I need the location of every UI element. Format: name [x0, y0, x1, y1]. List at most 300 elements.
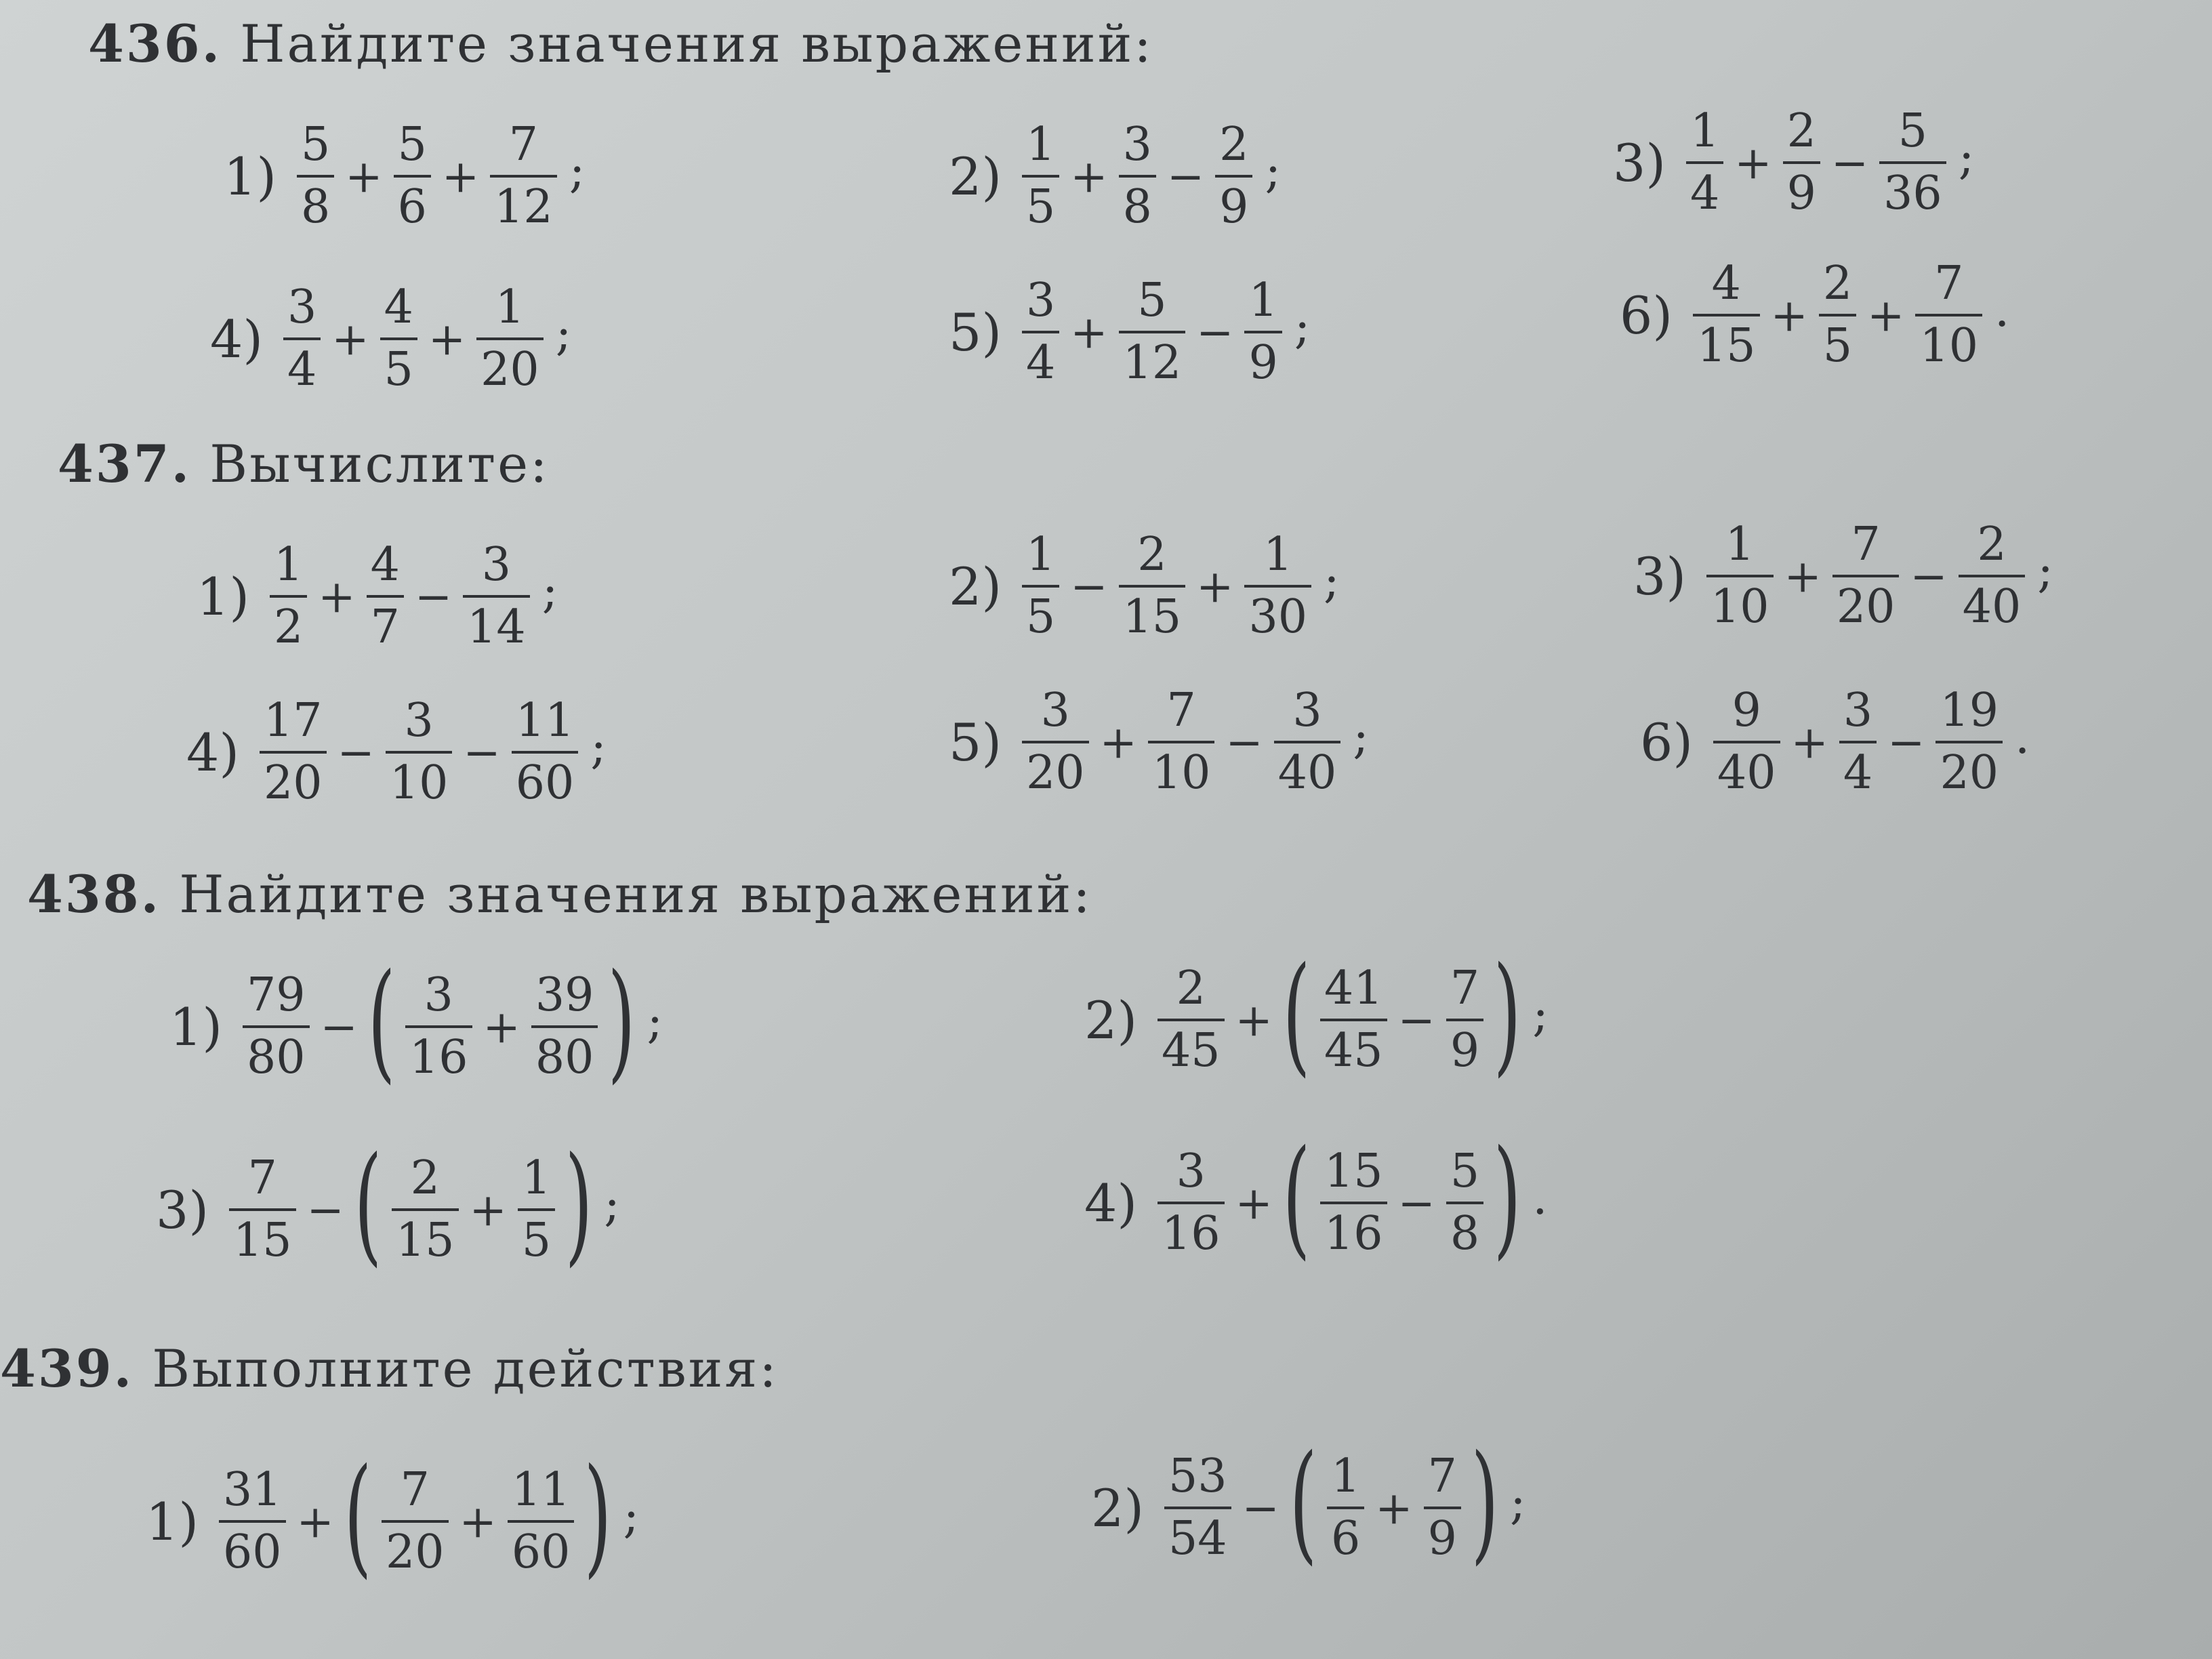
operator: + [1235, 1176, 1273, 1229]
fraction [1119, 528, 1186, 644]
item-label: 2) [949, 556, 1002, 617]
fraction [1327, 1450, 1364, 1565]
numerator: 2 [1822, 257, 1853, 310]
operator: − [414, 570, 453, 623]
fraction [392, 1151, 459, 1267]
denominator: 54 [1168, 1512, 1227, 1565]
operator: − [1166, 150, 1205, 203]
fraction-bar [1693, 314, 1760, 316]
operator: + [331, 312, 369, 365]
fraction [1686, 104, 1723, 220]
denominator: 16 [409, 1031, 468, 1084]
expression [210, 281, 572, 396]
end-punctuation: ; [1532, 987, 1549, 1042]
operator: + [296, 1495, 334, 1548]
fraction-bar [1839, 741, 1877, 743]
operator: − [1910, 550, 1948, 602]
fraction [386, 694, 453, 810]
fraction [1022, 528, 1059, 644]
close-paren: ) [565, 1129, 593, 1279]
fraction [405, 968, 472, 1084]
denominator: 5 [1026, 590, 1056, 644]
fraction [1164, 1450, 1231, 1565]
fraction-bar [518, 1208, 555, 1211]
numerator: 5 [1898, 104, 1928, 158]
operator: + [1770, 289, 1808, 342]
denominator: 20 [386, 1525, 445, 1579]
operator: + [1196, 560, 1234, 613]
denominator: 2 [274, 600, 304, 654]
end-punctuation: ; [1958, 129, 1975, 185]
denominator: 15 [1697, 319, 1756, 373]
numerator: 31 [223, 1463, 282, 1517]
fraction [1244, 528, 1311, 644]
problem-438-heading [27, 864, 1092, 924]
fraction-bar [1915, 314, 1982, 316]
denominator: 60 [511, 1525, 571, 1579]
fraction-bar [508, 1520, 575, 1523]
fraction [476, 281, 544, 396]
numerator: 4 [384, 281, 413, 334]
fraction-bar [1119, 175, 1156, 178]
denominator: 45 [1162, 1024, 1221, 1078]
numerator: 17 [264, 694, 323, 747]
denominator: 20 [480, 343, 539, 396]
denominator: 20 [264, 756, 323, 810]
numerator: 7 [508, 118, 539, 171]
operator: + [483, 1000, 520, 1053]
fraction [1959, 518, 2026, 634]
close-paren: ) [608, 946, 636, 1096]
fraction [382, 1463, 449, 1579]
operator: + [469, 1183, 507, 1236]
close-paren: ) [1493, 939, 1521, 1089]
fraction-bar [1158, 1019, 1225, 1021]
fraction-bar [219, 1520, 286, 1523]
fraction-bar [1022, 331, 1059, 333]
fraction-bar [1446, 1202, 1483, 1204]
fraction-bar [382, 1520, 449, 1523]
expression [949, 274, 1311, 390]
numerator: 11 [511, 1463, 571, 1517]
fraction [260, 694, 327, 810]
item-label: 1) [197, 566, 250, 627]
numerator: 19 [1940, 684, 1999, 737]
item-label: 1) [146, 1491, 199, 1552]
numerator: 39 [535, 968, 594, 1022]
fraction-bar [1424, 1507, 1461, 1509]
numerator: 2 [1977, 518, 2007, 571]
fraction [1879, 104, 1946, 220]
operator: − [463, 726, 501, 779]
numerator: 3 [1843, 684, 1873, 737]
item-label: 2) [1084, 989, 1138, 1050]
expression [949, 118, 1282, 234]
end-punctuation: ; [1294, 299, 1311, 354]
fraction-bar [1148, 741, 1215, 743]
fraction [1320, 962, 1387, 1078]
item-label: 6) [1620, 285, 1673, 346]
denominator: 15 [396, 1214, 455, 1267]
expression [224, 118, 586, 234]
fraction [1274, 684, 1341, 800]
fraction-bar [1274, 741, 1341, 743]
denominator: 16 [1324, 1207, 1383, 1261]
fraction-bar [1158, 1202, 1225, 1204]
fraction-bar [260, 751, 327, 754]
fraction-bar [243, 1025, 310, 1028]
problem-436-heading [88, 14, 1153, 74]
operator: − [1887, 716, 1925, 769]
end-punctuation: ; [590, 719, 607, 775]
operator: − [1242, 1481, 1279, 1534]
fraction-bar [1022, 175, 1059, 178]
end-punctuation: ; [1353, 709, 1369, 764]
numerator: 1 [495, 281, 525, 334]
numerator: 1 [521, 1151, 552, 1205]
problem-439-heading [0, 1338, 779, 1399]
numerator: 1 [1725, 518, 1755, 571]
denominator: 8 [1450, 1207, 1480, 1261]
expression [169, 946, 663, 1096]
denominator: 6 [1331, 1512, 1361, 1565]
numerator: 1 [1248, 274, 1278, 327]
open-paren: ( [354, 1129, 382, 1279]
denominator: 5 [384, 343, 413, 396]
fraction [270, 538, 307, 654]
fraction [1244, 274, 1282, 390]
numerator: 5 [301, 118, 331, 171]
item-label: 2) [949, 146, 1002, 207]
operator: + [428, 312, 466, 365]
numerator: 53 [1168, 1450, 1227, 1503]
operator: − [320, 1000, 358, 1053]
operator: − [1830, 136, 1869, 189]
fraction [1320, 1145, 1387, 1261]
denominator: 40 [1717, 746, 1776, 800]
operator: + [318, 570, 356, 623]
close-paren: ) [584, 1441, 612, 1591]
denominator: 8 [1122, 180, 1152, 234]
fraction [1446, 1145, 1483, 1261]
operator: − [1070, 560, 1108, 613]
fraction [219, 1463, 286, 1579]
problem-437-heading [58, 434, 550, 494]
fraction [394, 118, 431, 234]
item-label: 3) [156, 1179, 209, 1240]
operator: − [1397, 994, 1435, 1046]
numerator: 3 [1176, 1145, 1206, 1198]
fraction-bar [1119, 331, 1186, 333]
fraction [1915, 257, 1982, 373]
numerator: 5 [1450, 1145, 1480, 1198]
denominator: 20 [1026, 746, 1085, 800]
fraction [1119, 274, 1186, 390]
open-paren: ( [344, 1441, 372, 1591]
denominator: 14 [467, 600, 526, 654]
fraction-bar [512, 751, 579, 754]
expression [1091, 1427, 1526, 1577]
close-paren: ) [1471, 1427, 1499, 1577]
end-punctuation: ; [647, 994, 663, 1049]
fraction [243, 968, 310, 1084]
expression [949, 684, 1369, 800]
expression [1084, 939, 1549, 1089]
fraction-bar [1879, 161, 1946, 164]
item-label: 1) [169, 996, 223, 1057]
fraction-bar [297, 175, 334, 178]
item-label: 2) [1091, 1477, 1145, 1538]
expression [1633, 518, 2053, 634]
end-punctuation: ; [1509, 1475, 1526, 1530]
denominator: 80 [247, 1031, 306, 1084]
fraction [1819, 257, 1856, 373]
operator: + [1235, 994, 1273, 1046]
fraction-bar [1327, 1507, 1364, 1509]
expression [146, 1441, 640, 1591]
fraction-bar [270, 595, 307, 598]
denominator: 10 [1919, 319, 1978, 373]
close-paren: ) [1493, 1122, 1521, 1272]
open-paren: ( [367, 946, 396, 1096]
denominator: 4 [1843, 746, 1873, 800]
fraction [1424, 1450, 1461, 1565]
denominator: 40 [1962, 580, 2022, 634]
operator: + [459, 1495, 497, 1548]
numerator: 2 [1137, 528, 1167, 581]
denominator: 4 [1690, 167, 1720, 220]
fraction-bar [1819, 314, 1856, 316]
open-paren: ( [1282, 939, 1311, 1089]
fraction-bar [463, 595, 530, 598]
item-label: 5) [949, 302, 1002, 363]
denominator: 9 [1450, 1024, 1480, 1078]
numerator: 3 [1292, 684, 1322, 737]
numerator: 7 [400, 1463, 430, 1517]
denominator: 60 [515, 756, 575, 810]
fraction-bar [394, 175, 431, 178]
end-punctuation: ; [569, 143, 586, 199]
item-label: 4) [210, 308, 264, 369]
fraction [512, 694, 579, 810]
item-label: 3) [1633, 546, 1687, 607]
fraction-bar [1119, 585, 1186, 588]
fraction [367, 538, 404, 654]
denominator: 10 [1711, 580, 1769, 634]
denominator: 12 [1122, 336, 1182, 390]
fraction [1022, 274, 1059, 390]
fraction-bar [1959, 575, 2026, 577]
fraction [463, 538, 530, 654]
fraction [1706, 518, 1774, 634]
fraction [1783, 104, 1820, 220]
numerator: 3 [1026, 274, 1056, 327]
numerator: 9 [1732, 684, 1761, 737]
denominator: 8 [301, 180, 331, 234]
numerator: 2 [1176, 962, 1206, 1015]
fraction [1148, 684, 1215, 800]
end-punctuation: ; [2037, 543, 2053, 598]
end-punctuation: ; [1323, 553, 1340, 609]
operator: − [337, 726, 375, 779]
numerator: 15 [1324, 1145, 1383, 1198]
numerator: 79 [247, 968, 306, 1022]
fraction [1936, 684, 2003, 800]
fraction-bar [1936, 741, 2003, 743]
fraction-bar [405, 1025, 472, 1028]
fraction [508, 1463, 575, 1579]
fraction [1832, 518, 1900, 634]
item-label: 3) [1613, 132, 1666, 193]
denominator: 4 [1026, 336, 1056, 390]
fraction [380, 281, 417, 396]
fraction [518, 1151, 555, 1267]
numerator: 3 [404, 694, 434, 747]
numerator: 1 [1026, 528, 1056, 581]
expression [1084, 1122, 1548, 1272]
fraction-bar [392, 1208, 459, 1211]
numerator: 3 [481, 538, 512, 592]
fraction [229, 1151, 296, 1267]
fraction-bar [490, 175, 557, 178]
operator: − [1397, 1176, 1435, 1229]
numerator: 2 [1786, 104, 1816, 158]
fraction-bar [1783, 161, 1820, 164]
fraction [1158, 1145, 1225, 1261]
fraction-bar [1446, 1019, 1483, 1021]
end-punctuation: . [1532, 1170, 1548, 1225]
fraction [1158, 962, 1225, 1078]
numerator: 7 [247, 1151, 277, 1205]
denominator: 9 [1219, 180, 1249, 234]
fraction-bar [1022, 741, 1089, 743]
fraction-bar [476, 337, 544, 340]
operator: + [1784, 550, 1822, 602]
numerator: 5 [1137, 274, 1167, 327]
numerator: 3 [424, 968, 453, 1022]
fraction [1713, 684, 1780, 800]
fraction-bar [1832, 575, 1900, 577]
denominator: 15 [233, 1214, 292, 1267]
fraction-bar [1215, 175, 1252, 178]
expression [197, 538, 558, 654]
numerator: 7 [1166, 684, 1196, 737]
fraction-bar [1022, 585, 1059, 588]
item-label: 5) [949, 712, 1002, 773]
denominator: 12 [494, 180, 553, 234]
end-punctuation: . [1994, 282, 2010, 337]
item-label: 4) [1084, 1172, 1138, 1233]
denominator: 45 [1324, 1024, 1383, 1078]
numerator: 41 [1324, 962, 1383, 1015]
problem-title: Найдите значения выражений: [240, 14, 1153, 74]
operator: + [1375, 1481, 1413, 1534]
problem-title: Найдите значения выражений: [179, 864, 1092, 924]
fraction [1215, 118, 1252, 234]
denominator: 40 [1277, 746, 1337, 800]
item-label: 6) [1640, 712, 1694, 773]
operator: + [1070, 306, 1108, 359]
denominator: 9 [1786, 167, 1816, 220]
numerator: 11 [515, 694, 575, 747]
denominator: 5 [521, 1214, 552, 1267]
expression [186, 694, 607, 810]
item-label: 1) [224, 146, 277, 207]
expression [1613, 104, 1975, 220]
fraction [1022, 684, 1089, 800]
problem-number: 437. [58, 434, 192, 494]
denominator: 6 [397, 180, 427, 234]
numerator: 2 [1219, 118, 1249, 171]
end-punctuation: . [2014, 709, 2030, 764]
numerator: 7 [1427, 1450, 1457, 1503]
operator: − [1225, 716, 1263, 769]
denominator: 10 [389, 756, 449, 810]
operator: + [1099, 716, 1137, 769]
fraction [1022, 118, 1059, 234]
operator: − [1196, 306, 1234, 359]
fraction-bar [229, 1208, 296, 1211]
expression [1640, 684, 2030, 800]
denominator: 5 [1026, 180, 1056, 234]
fraction [1693, 257, 1760, 373]
problem-number: 436. [88, 14, 222, 74]
fraction-bar [367, 595, 404, 598]
operator: + [1734, 136, 1772, 189]
item-label: 4) [186, 722, 240, 783]
denominator: 15 [1122, 590, 1182, 644]
fraction [1839, 684, 1877, 800]
open-paren: ( [1282, 1122, 1311, 1272]
operator: + [1070, 150, 1108, 203]
denominator: 36 [1883, 167, 1942, 220]
numerator: 7 [1934, 257, 1964, 310]
fraction-bar [283, 337, 321, 340]
numerator: 1 [1690, 104, 1720, 158]
numerator: 3 [1122, 118, 1152, 171]
fraction [1119, 118, 1156, 234]
fraction-bar [1320, 1202, 1387, 1204]
expression [949, 528, 1340, 644]
numerator: 1 [1263, 528, 1293, 581]
operator: + [1790, 716, 1828, 769]
problem-number: 439. [0, 1338, 134, 1399]
denominator: 4 [287, 343, 317, 396]
fraction-bar [1320, 1019, 1387, 1021]
problem-title: Вычислите: [209, 434, 550, 494]
numerator: 7 [1851, 518, 1881, 571]
numerator: 4 [1711, 257, 1741, 310]
fraction-bar [531, 1025, 598, 1028]
numerator: 3 [287, 281, 317, 334]
end-punctuation: ; [1265, 143, 1282, 199]
operator: − [306, 1183, 344, 1236]
fraction-bar [380, 337, 417, 340]
denominator: 80 [535, 1031, 594, 1084]
numerator: 1 [1331, 1450, 1361, 1503]
denominator: 9 [1427, 1512, 1457, 1565]
fraction [490, 118, 557, 234]
fraction-bar [1244, 585, 1311, 588]
numerator: 3 [1040, 684, 1070, 737]
numerator: 4 [370, 538, 400, 592]
expression [156, 1129, 620, 1279]
problem-number: 438. [27, 864, 161, 924]
fraction [283, 281, 321, 396]
operator: + [345, 150, 383, 203]
open-paren: ( [1289, 1427, 1317, 1577]
fraction-bar [1706, 575, 1774, 577]
